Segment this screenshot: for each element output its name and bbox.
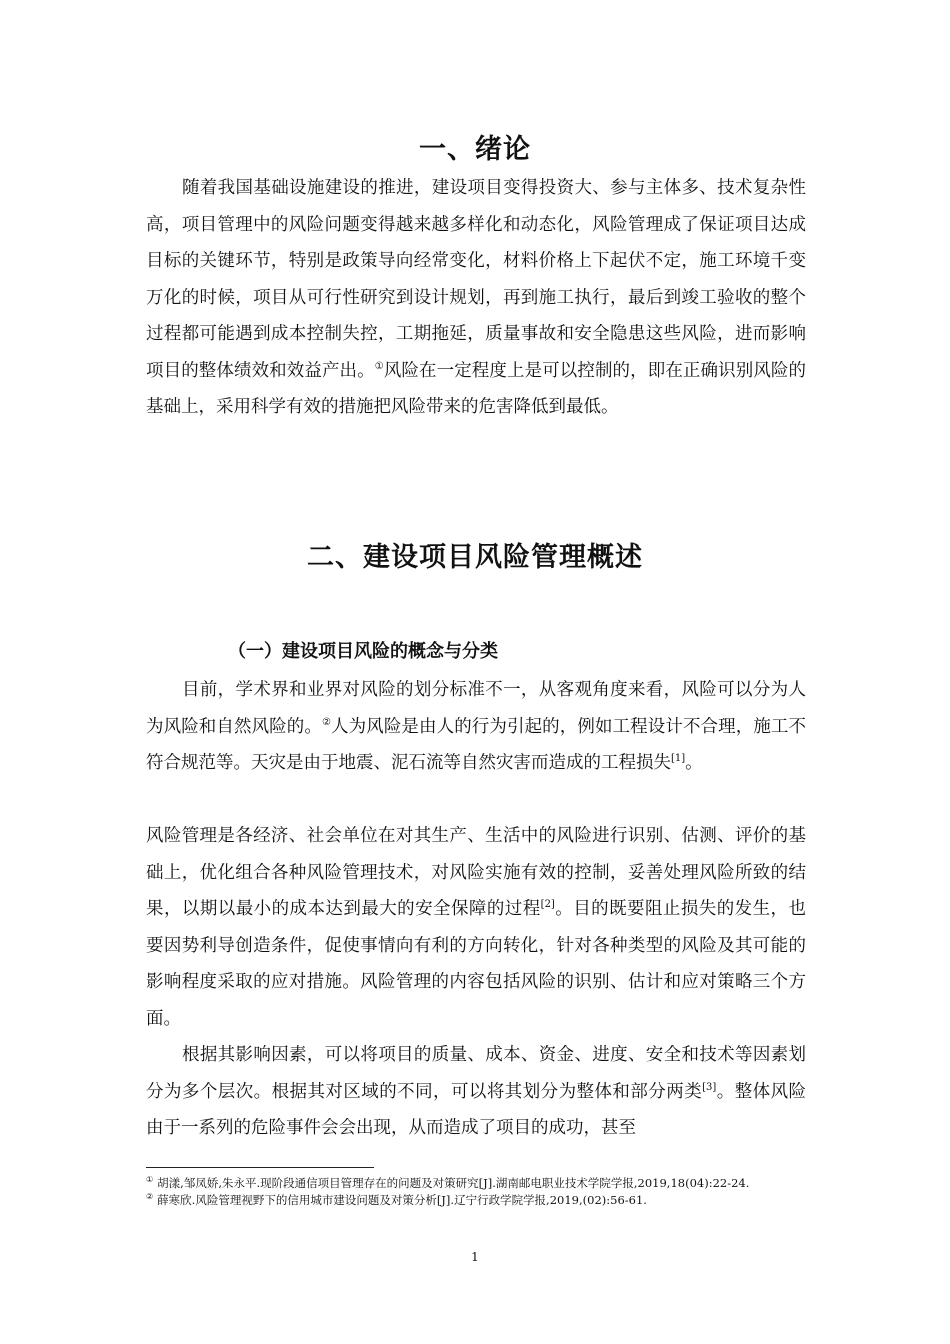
- subsection-paragraph-2: [146, 818, 806, 1037]
- subsection-paragraph-3: [146, 1037, 806, 1147]
- footnote-divider: [146, 1167, 374, 1168]
- footnote-text: 薛寒欣.风险管理视野下的信用城市建设问题及对策分析[J].辽宁行政学院学报,2019,(02):56-61.: [157, 1193, 647, 1207]
- footnote-mark: ②: [146, 1192, 154, 1202]
- footnote-ref-2[interactable]: ②: [321, 716, 332, 728]
- paragraph-text: 。: [685, 753, 703, 773]
- section-1-title: 一、绪论: [419, 134, 531, 165]
- footnote-ref-1[interactable]: ①: [374, 360, 384, 372]
- paragraph-text: 。整体风险由于一系列的危险事件会会出现，从而造成了项目的成功，甚至: [146, 1081, 807, 1138]
- paragraph-text: 。目的既要阻止损失的发生，也要因势利导创造条件，促使事情向有利的方向转化，针对各种类型的风险及其可能的影响程度采取的应对措施。风险管理的内容包括风险的识别、估计和应对策略三个方面。: [146, 899, 806, 1029]
- paragraph-text: 风险管理是各经济、社会单位在对其生产、生活中的风险进行识别、估测、评价的基础上，优化组合各种风险管理技术，对风险实施有效的控制，妥善处理风险所致的结果，以期以最小的成本达到最大的安全保障的过程: [146, 826, 806, 919]
- subsection-paragraph-1: [146, 672, 806, 782]
- footnote-item: [146, 1192, 806, 1209]
- citation-1[interactable]: [1]: [671, 753, 686, 765]
- citation-3[interactable]: [3]: [702, 1081, 717, 1093]
- paragraph-text: 目前，学术界和业界对风险的划分标准不一，从客观角度来看，风险可以分为人为风险和自然风险的。: [146, 680, 806, 737]
- paragraph-text: 随着我国基础设施建设的推进，建设项目变得投资大、参与主体多、技术复杂性高，项目管理中的风险问题变得越来越多样化和动态化，风险管理成了保证项目达成目标的关键环节，特别是政策导向经常变化，材料价格上下起伏不定，施工环境千变万化的时候，项目从可行性研究到设计规划，再到施工执行，最后到竣工验收的整个过程都可能遇到成本控制失控，工期拖延，质量事故和安全隐患这些风险，进而影响项目的整体绩效和效益产出。: [146, 178, 806, 381]
- page-number: 1: [471, 1250, 479, 1264]
- paragraph-text: 风险在一定程度上是可以控制的，即在正确识别风险的基础上，采用科学有效的措施把风险带来的危害降低到最低。: [146, 360, 807, 417]
- paragraph-text: 人为风险是由人的行为引起的，例如工程设计不合理，施工不符合规范等。天灾是由于地震、泥石流等自然灾害而造成的工程损失: [146, 716, 807, 773]
- footnote-text: 胡漾,邹凤娇,朱永平.现阶段通信项目管理存在的问题及对策研究[J].湖南邮电职业技术学院学报,2019,18(04):22-24.: [157, 1176, 750, 1190]
- footnote-mark: ①: [146, 1175, 154, 1185]
- footnotes: [146, 1175, 806, 1209]
- section-2-title: 二、建设项目风险管理概述: [307, 542, 643, 573]
- section-1-paragraph: [146, 170, 806, 426]
- citation-2[interactable]: [2]: [540, 899, 555, 911]
- paragraph-text: 根据其影响因素，可以将项目的质量、成本、资金、进度、安全和技术等因素划分为多个层次。根据其对区域的不同，可以将其划分为整体和部分两类: [146, 1045, 806, 1102]
- footnote-item: [146, 1175, 806, 1192]
- subsection-1-title: （一）建设项目风险的概念与分类: [228, 641, 498, 662]
